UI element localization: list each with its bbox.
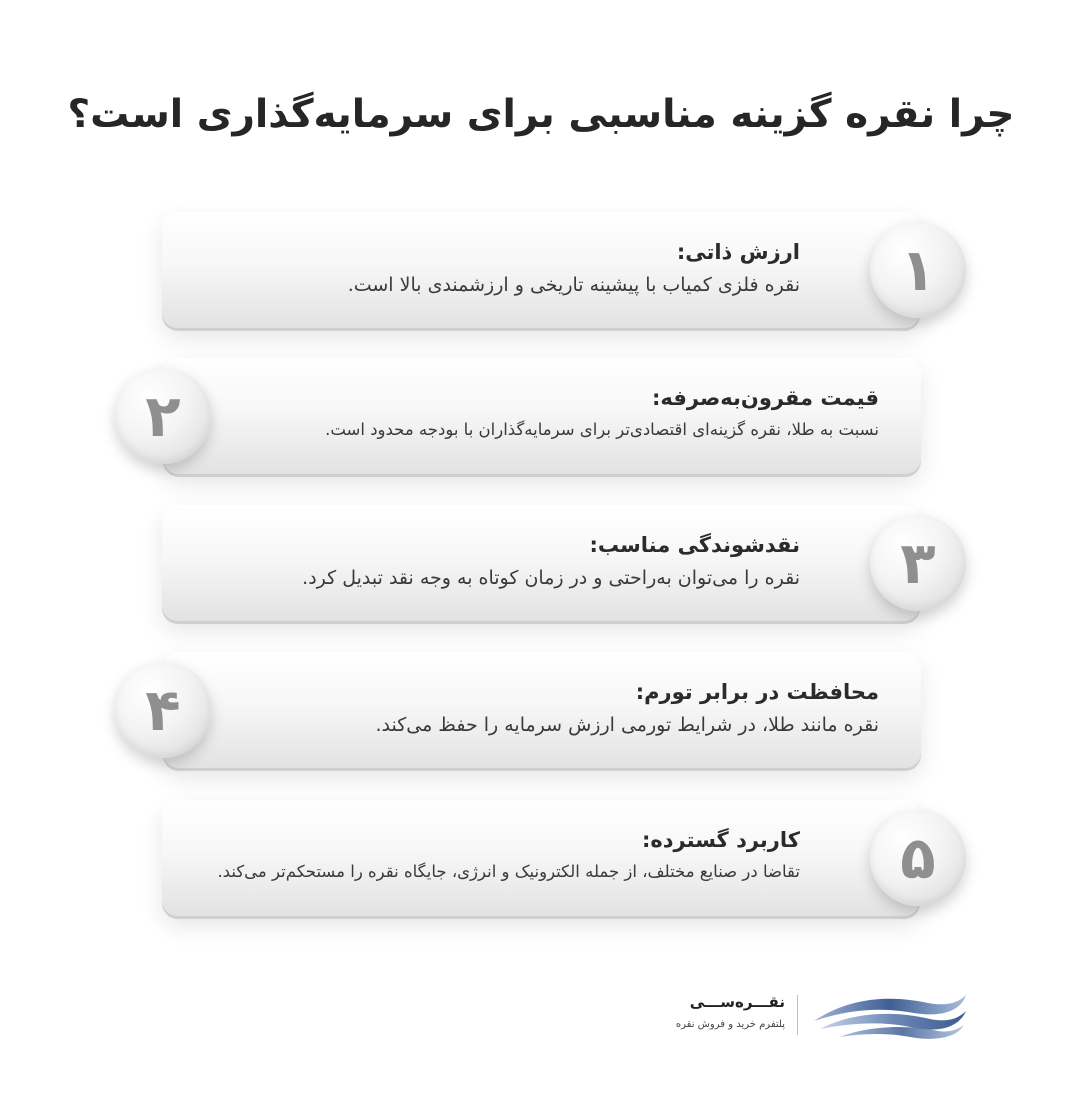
number-badge-3: ۳ (870, 515, 966, 611)
item-description: نقره را می‌توان به‌راحتی و در زمان کوتاه به وجه نقد تبدیل کرد. (302, 567, 800, 589)
item-heading: محافظت در برابر تورم: (635, 680, 879, 704)
list-item-5 (162, 800, 920, 916)
item-description: تقاضا در صنایع مختلف، از جمله الکترونیک و انرژی، جایگاه نقره را مستحکم‌تر می‌کند. (217, 862, 800, 881)
item-description: نقره مانند طلا، در شرایط تورمی ارزش سرمایه را حفظ می‌کند. (375, 714, 879, 736)
page-title: چرا نقره گزینه مناسبی برای سرمایه‌گذاری است؟ (67, 92, 1015, 137)
list-item-2 (163, 358, 921, 474)
number-badge-2: ۲ (115, 368, 211, 464)
list-item-3 (162, 505, 920, 621)
number-badge-5: ۵ (870, 810, 966, 906)
item-description: نقره فلزی کمیاب با پیشینه تاریخی و ارزشمندی بالا است. (347, 274, 800, 296)
divider (797, 995, 798, 1035)
number-badge-1: ۱ (870, 222, 966, 318)
brand-tagline: پلتفرم خرید و فروش نقره (675, 1019, 785, 1030)
list-item-4 (163, 652, 921, 768)
brand-footer (660, 985, 980, 1045)
number-badge-4: ۴ (115, 662, 211, 758)
item-description: نسبت به طلا، نقره گزینه‌ای اقتصادی‌تر برای سرمایه‌گذاران با بودجه محدود است. (325, 420, 879, 439)
brand-name: نقـــره‌ســـی (689, 993, 785, 1011)
list-item-1 (162, 212, 920, 328)
wave-logo-icon (810, 987, 970, 1043)
item-heading: کاربرد گسترده: (641, 828, 800, 852)
item-heading: ارزش ذاتی: (676, 240, 800, 264)
item-heading: قیمت مقرون‌به‌صرفه: (652, 386, 879, 410)
item-heading: نقدشوندگی مناسب: (589, 533, 800, 557)
